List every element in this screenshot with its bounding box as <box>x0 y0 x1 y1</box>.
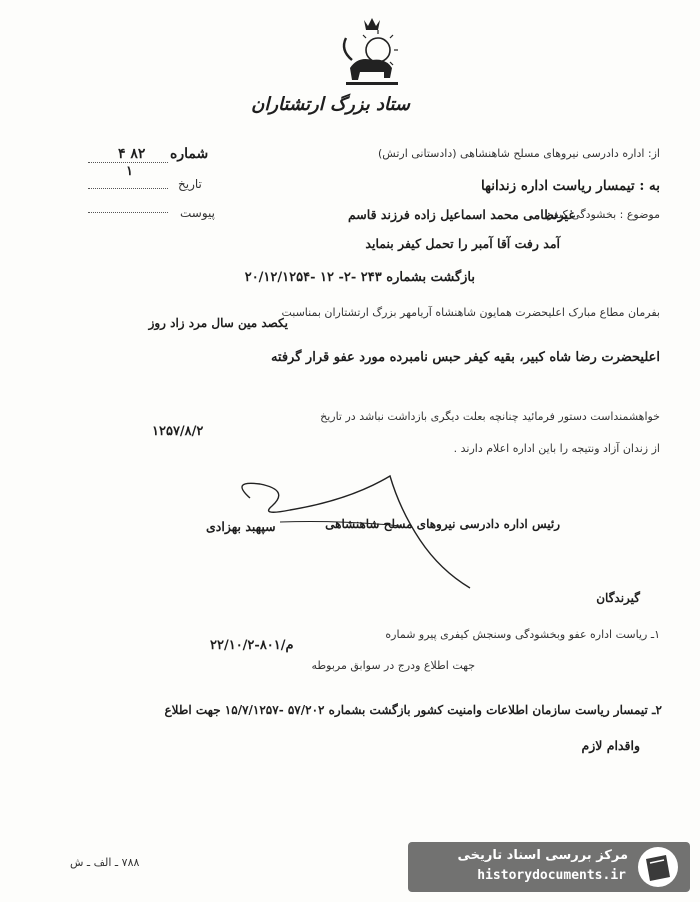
number-value: ۴ ۸۲ <box>118 146 146 162</box>
letterhead-title: ستاد بزرگ ارتشتاران <box>251 94 410 115</box>
subject-handwritten-1: غیرنظامی محمد اسماعیل زاده فرزند قاسم <box>347 207 575 222</box>
recipient-2: ۲ـ تیمسار ریاست سازمان اطلاعات وامنیت کشور بازگشت بشماره ۵۷/۲۰۲ -۱۵/۷/۱۲۵۷ جهت اطلاع <box>164 703 662 717</box>
to-line: به : تیمسار ریاست اداره زندانها <box>480 178 660 194</box>
document-code: ۷۸۸ ـ الف ـ ش <box>70 856 140 869</box>
paragraph-3: از زندان آزاد ونتیجه را باین اداره اعلام دارند . <box>453 442 660 455</box>
from-line: از: اداره دادرسی نیروهای مسلح شاهنشاهی (دادستانی ارتش) <box>378 147 660 160</box>
paragraph-1-line-2: اعلیحضرت رضا شاه کبیر، بقیه کیفر حبس نامبرده مورد عفو قرار گرفته <box>270 350 660 365</box>
archive-name: مرکز بررسی اسناد تاریخی <box>457 848 628 863</box>
date-label: تاریخ <box>178 177 202 191</box>
paragraph-1: بفرمان مطاع مبارک اعلیحضرت همایون شاهنشاه آریامهر بزرگ ارتشتاران بمناسبت <box>281 306 660 319</box>
archive-url: historydocuments.ir <box>477 868 626 883</box>
recipient-1-ref: ۲۲/۱۰/۲-م/۸۰۱ <box>210 638 294 653</box>
subject-line: موضوع : بخشودگی کیفر <box>547 208 660 221</box>
paragraph-2: خواهشمنداست دستور فرمائید چنانچه بعلت دیگری بازداشت نباشد در تاریخ <box>320 410 660 423</box>
recipient-2-line-2: واقدام لازم <box>581 738 640 753</box>
attachment-label: پیوست <box>180 206 215 220</box>
recipient-1-line-2: جهت اطلاع ودرج در سوابق مربوطه <box>311 659 475 672</box>
paragraph-1-handwritten: یکصد مین سال مرد زاد روز <box>148 316 288 330</box>
number-label: شماره <box>170 146 209 162</box>
subject-handwritten-2: آمد رفت آقا آمبر را تحمل کیفر بنماید <box>365 236 560 251</box>
recipient-1: ۱ـ ریاست اداره عفو وبخشودگی وسنجش کیفری پیرو شماره <box>385 628 660 641</box>
date-line <box>88 188 168 189</box>
number-line <box>88 162 168 163</box>
number-value-2: ۱ <box>126 164 133 179</box>
archive-logo-icon <box>636 845 680 889</box>
signature-scribble <box>220 470 480 600</box>
paragraph-2-date: ۱۲۵۷/۸/۲ <box>152 424 204 439</box>
lion-and-sun-emblem <box>338 16 406 88</box>
reference-line: بازگشت بشماره ۲۴۳ -۲- ۱۲ -۲۰/۱۲/۱۲۵۴ <box>244 270 475 285</box>
attachment-line <box>88 212 168 213</box>
signature-title: رئیس اداره دادرسی نیروهای مسلح شاهنشاهی <box>325 517 560 531</box>
recipients-heading: گیرندگان <box>596 591 640 605</box>
signature-name: سپهبد بهزادی <box>206 519 276 534</box>
